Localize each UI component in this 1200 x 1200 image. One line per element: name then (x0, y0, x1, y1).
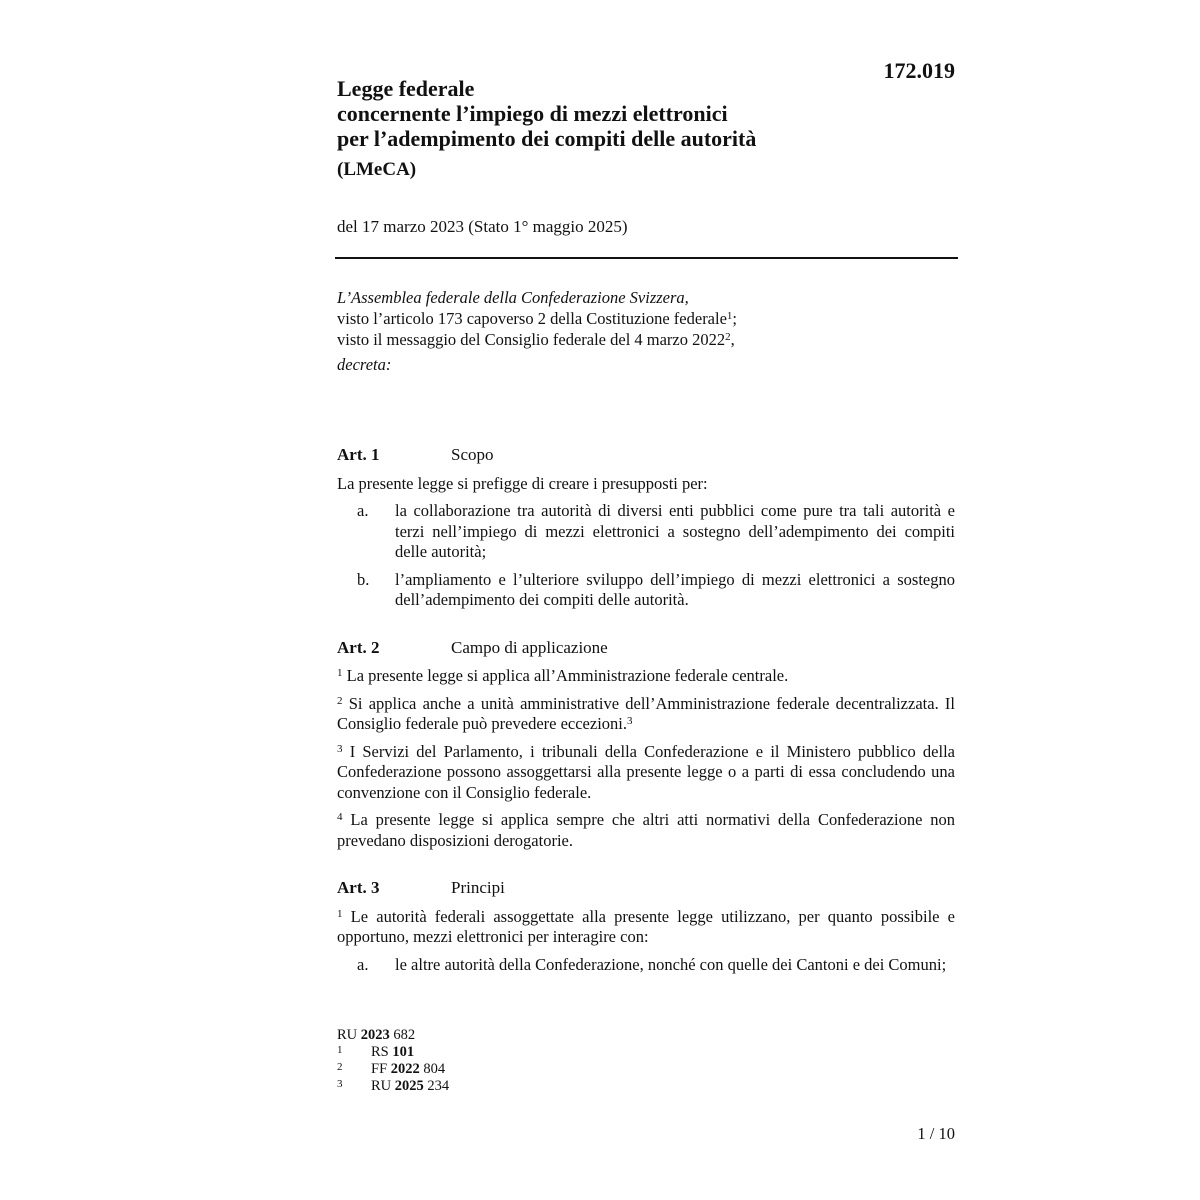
article-1-number: Art. 1 (337, 445, 380, 464)
article-2-heading (337, 638, 955, 659)
preamble-decree: decreta: (337, 355, 392, 374)
footnote-3: 3 RU 2025 234 (337, 1078, 450, 1094)
preamble-line-1: visto l’articolo 173 capoverso 2 della Costituzione federale$^1$; (337, 309, 738, 328)
article-3-number: Art. 3 (337, 878, 380, 897)
article-2-number: Art. 2 (337, 637, 380, 657)
title-abbreviation: (LMeCA) (337, 159, 417, 180)
title-divider (335, 257, 958, 259)
footnote-1: 1 RS 101 (337, 1044, 415, 1060)
article-2-paragraph-1: $^1$ La presente legge si applica all’Amministrazione federale centrale. (337, 666, 789, 685)
preamble-authority: L’Assemblea federale della Confederazione Svizzera, (337, 288, 689, 307)
article-3-paragraph-1: $^1$ Le autorità federali assoggettate alla presente legge utilizzano, per quanto possibile e opportuno, mezzi elettronici per interagire con: (337, 906, 956, 946)
footnotes (337, 1027, 449, 1095)
article-3-heading (337, 878, 955, 899)
article-2-paragraph-3: $^3$ I Servizi del Parlamento, i tribunali della Confederazione e il Ministero pubblico della Confederazione possono assoggettarsi alla presente legge o a parti di essa concludendo una convenzione con il Consiglio federale. (337, 741, 956, 802)
official-compilation-ref: RU 2023 682 (337, 1027, 416, 1043)
article-1-item-a: a. la collaborazione tra autorità di diversi enti pubblici come pure tra tali autorità e terzi nell’impiego di mezzi elettronici a sostegno dell’adempimento dei compiti delle autorità; (357, 501, 955, 561)
preamble-line-2: visto il messaggio del Consiglio federale del 4 marzo 2022$^2$, (337, 330, 735, 349)
article-1-item-b: b. l’ampliamento e l’ulteriore sviluppo dell’impiego di mezzi elettronici a sostegno dell’adempimento dei compiti delle autorità. (357, 569, 955, 609)
article-2-title: Campo di applicazione (451, 637, 608, 657)
article-3-item-a: a. le altre autorità della Confederazione, nonché con quelle dei Cantoni e dei Comuni; (357, 954, 947, 974)
document-date: del 17 marzo 2023 (Stato 1° maggio 2025) (337, 217, 628, 236)
title-line-1: Legge federale (337, 76, 475, 101)
article-2-paragraph-2: $^2$ Si applica anche a unità amministrative dell’Amministrazione federale decentralizzata. Il Consiglio federale può prevedere eccezioni.$^3$ (337, 693, 955, 733)
document-title (337, 76, 857, 182)
sr-number: 172.019 (883, 58, 955, 83)
footnote-ref-3[interactable]: 3 (627, 715, 633, 727)
footnote-2: 2 FF 2022 804 (337, 1061, 446, 1077)
footnote-ref-2[interactable]: 2 (725, 331, 731, 343)
footnote-ref-1[interactable]: 1 (726, 310, 733, 322)
article-3-title: Principi (451, 878, 505, 897)
page-number: 1 / 10 (917, 1124, 955, 1143)
preamble (337, 287, 957, 375)
article-1-heading (337, 445, 955, 466)
title-line-2: concernente l’impiego di mezzi elettronici (337, 101, 728, 126)
document-body (337, 445, 955, 982)
article-2-paragraph-4: $^4$ La presente legge si applica sempre che altri atti normativi della Confederazione non prevedano disposizioni derogatorie. (337, 810, 955, 850)
title-line-3: per l’adempimento dei compiti delle autorità (337, 126, 757, 151)
article-1-title: Scopo (451, 445, 494, 464)
article-1-intro: La presente legge si prefigge di creare i presupposti per: (337, 473, 708, 493)
